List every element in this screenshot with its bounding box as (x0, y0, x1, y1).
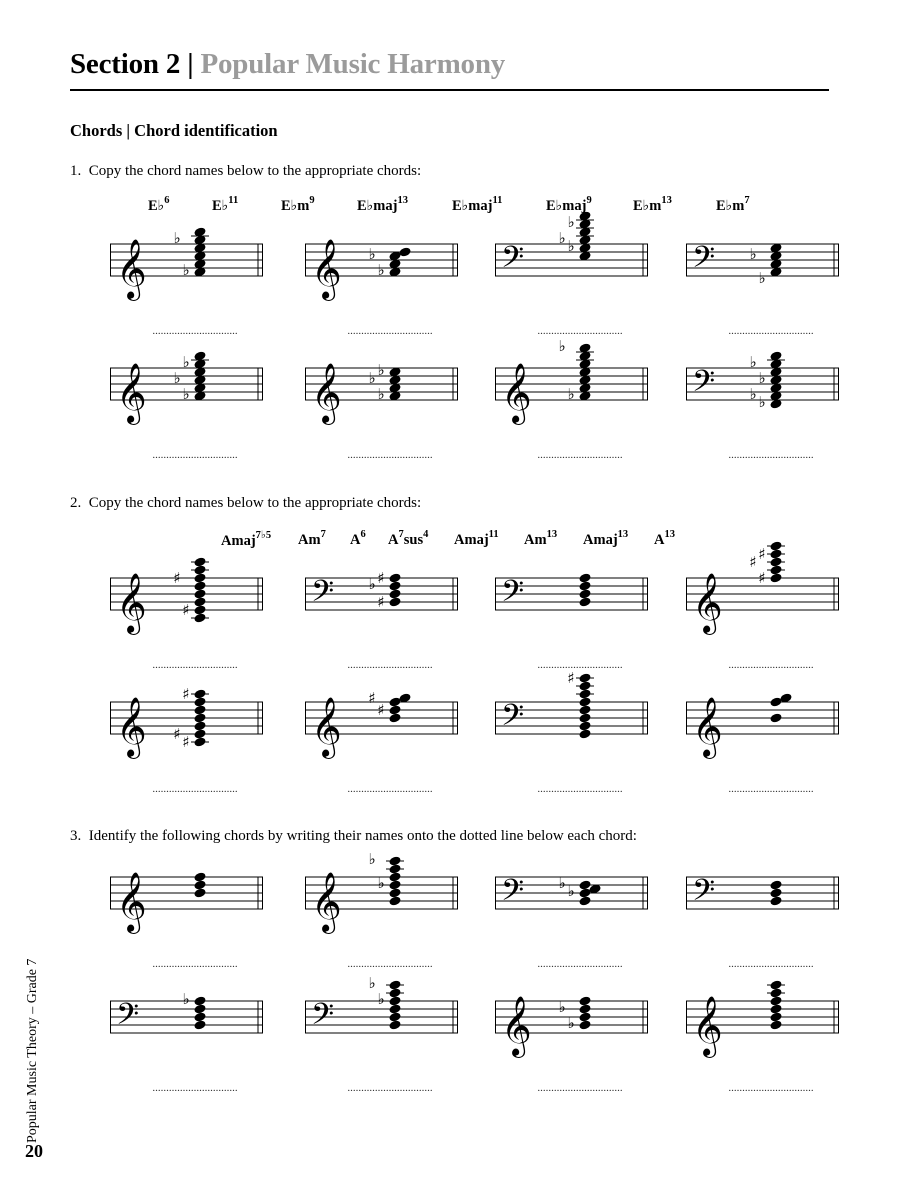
answer-line[interactable]: ............................... (347, 659, 433, 671)
chord-name: E♭$^6$ (148, 195, 170, 214)
chord-name: $A^7sus^4$ (388, 529, 429, 548)
notehead (193, 1003, 206, 1014)
notehead (193, 1011, 206, 1022)
answer-line[interactable]: ............................... (152, 449, 238, 461)
notehead (388, 596, 401, 607)
notehead (578, 580, 591, 591)
treble-clef-icon: 𝄞 (116, 239, 147, 299)
notehead (388, 895, 401, 906)
chord-staff (305, 361, 458, 461)
notehead (578, 728, 591, 739)
bass-clef-icon: 𝄢 (501, 874, 525, 915)
sharp-icon: ♯ (182, 685, 190, 703)
notehead (769, 895, 782, 906)
flat-icon: ♭ (368, 575, 376, 593)
bass-clef-icon: 𝄢 (311, 998, 335, 1039)
notehead (388, 712, 401, 723)
notehead (193, 572, 206, 583)
notehead (193, 995, 206, 1006)
answer-line[interactable]: ............................... (152, 1082, 238, 1094)
treble-clef-icon: 𝄞 (116, 573, 147, 633)
notehead (388, 887, 401, 898)
notehead (398, 246, 411, 257)
notehead (578, 672, 591, 683)
notehead (193, 556, 206, 567)
chord-staff (495, 337, 648, 461)
treble-clef-icon: 𝄞 (692, 573, 723, 633)
sharp-icon: ♯ (173, 569, 181, 587)
chord-staff (110, 556, 263, 671)
answer-line[interactable]: ............................... (537, 325, 623, 337)
chord-staff (686, 692, 839, 795)
notehead (193, 720, 206, 731)
notehead (388, 995, 401, 1006)
chord-staff (305, 239, 458, 337)
flat-icon: ♭ (377, 261, 385, 279)
chord-staff (686, 979, 839, 1094)
notehead (193, 736, 206, 747)
notehead (193, 1019, 206, 1030)
notehead (193, 728, 206, 739)
notehead (193, 596, 206, 607)
notehead (388, 879, 401, 890)
notehead (578, 712, 591, 723)
flat-icon: ♭ (182, 385, 190, 403)
treble-clef-icon: 𝄞 (311, 363, 342, 423)
answer-line[interactable]: ............................... (728, 325, 814, 337)
notehead (769, 1019, 782, 1030)
flat-icon: ♭ (368, 974, 376, 992)
bass-clef-icon: 𝄢 (692, 365, 716, 406)
notehead (578, 720, 591, 731)
notehead (193, 612, 206, 623)
flat-icon: ♭ (377, 385, 385, 403)
notehead (578, 680, 591, 691)
chord-staff (495, 210, 648, 337)
answer-line[interactable]: ............................... (152, 783, 238, 795)
notehead (388, 979, 401, 990)
notehead (193, 696, 206, 707)
flat-icon: ♭ (377, 990, 385, 1008)
treble-clef-icon: 𝄞 (311, 239, 342, 299)
chord-staff (110, 871, 263, 970)
flat-icon: ♭ (182, 353, 190, 371)
bass-clef-icon: 𝄢 (501, 699, 525, 740)
flat-icon: ♭ (173, 229, 181, 247)
notehead (193, 688, 206, 699)
bass-clef-icon: 𝄢 (692, 874, 716, 915)
chord-staff (686, 241, 839, 337)
chord-staff (110, 685, 263, 795)
sharp-icon: ♯ (567, 669, 575, 687)
answer-line[interactable]: ............................... (537, 958, 623, 970)
answer-line[interactable]: ............................... (347, 1082, 433, 1094)
treble-clef-icon: 𝄞 (501, 363, 532, 423)
chord-name: E♭maj$^{11}$ (452, 195, 503, 214)
notehead (193, 588, 206, 599)
sharp-icon: ♯ (758, 545, 766, 563)
answer-line[interactable]: ............................... (347, 783, 433, 795)
sharp-icon: ♯ (758, 569, 766, 587)
notehead (193, 879, 206, 890)
answer-line[interactable]: ............................... (537, 1082, 623, 1094)
notehead (769, 879, 782, 890)
answer-line[interactable]: ............................... (152, 325, 238, 337)
flat-icon: ♭ (749, 245, 757, 263)
answer-line[interactable]: ............................... (347, 958, 433, 970)
sharp-icon: ♯ (377, 593, 385, 611)
chord-staff (305, 974, 458, 1094)
chord-staff (686, 350, 839, 461)
chord-name: Am$^7$ (298, 529, 326, 548)
chord-name: Amaj$^{13}$ (583, 529, 629, 548)
flat-icon: ♭ (377, 361, 385, 379)
flat-icon: ♭ (182, 990, 190, 1008)
answer-line[interactable]: ............................... (728, 783, 814, 795)
flat-icon: ♭ (567, 213, 575, 231)
sharp-icon: ♯ (377, 569, 385, 587)
notehead (388, 588, 401, 599)
sharp-icon: ♯ (377, 701, 385, 719)
bass-clef-icon: 𝄢 (116, 998, 140, 1039)
book-title: Popular Music Theory – Grade 7 (25, 958, 40, 1143)
answer-line[interactable]: ............................... (537, 449, 623, 461)
chord-name: $A^6$ (350, 529, 366, 548)
answer-line[interactable]: ............................... (537, 783, 623, 795)
notehead (388, 863, 401, 874)
notehead (388, 1019, 401, 1030)
chord-name: E♭maj$^9$ (546, 195, 592, 214)
notehead (388, 1003, 401, 1014)
notehead (193, 604, 206, 615)
notehead (388, 580, 401, 591)
notehead (193, 704, 206, 715)
notehead (388, 572, 401, 583)
flat-icon: ♭ (368, 245, 376, 263)
chord-staff (495, 669, 648, 795)
notehead (769, 1011, 782, 1022)
flat-icon: ♭ (749, 385, 757, 403)
question-1-instruction: 1. Copy the chord names below to the appropriate chords: (70, 163, 422, 179)
answer-line[interactable]: ............................... (728, 958, 814, 970)
flat-icon: ♭ (182, 261, 190, 279)
notehead (769, 987, 782, 998)
question-2-instruction: 2. Copy the chord names below to the appropriate chords: (70, 495, 422, 511)
bass-clef-icon: 𝄢 (311, 575, 335, 616)
chord-staff (495, 874, 648, 970)
treble-clef-icon: 𝄞 (692, 697, 723, 757)
flat-icon: ♭ (567, 882, 575, 900)
notehead (193, 564, 206, 575)
notehead (388, 987, 401, 998)
flat-icon: ♭ (368, 369, 376, 387)
notehead (578, 588, 591, 599)
notehead (578, 887, 591, 898)
notehead (578, 1003, 591, 1014)
treble-clef-icon: 𝄞 (501, 996, 532, 1056)
notehead (193, 580, 206, 591)
bass-clef-icon: 𝄢 (501, 575, 525, 616)
subheading: Chords | Chord identification (70, 121, 278, 140)
sharp-icon: ♯ (182, 601, 190, 619)
sharp-icon: ♯ (173, 725, 181, 743)
page-number: 20 (25, 1141, 43, 1161)
chord-staff (305, 569, 458, 671)
treble-clef-icon: 𝄞 (311, 697, 342, 757)
chord-name: $E♭m^7$ (716, 195, 750, 214)
notehead (578, 572, 591, 583)
chord-staff (110, 990, 263, 1094)
chord-name: E♭$^{11}$ (212, 195, 239, 214)
notehead (769, 712, 782, 723)
treble-clef-icon: 𝄞 (116, 363, 147, 423)
question-3-instruction: 3. Identify the following chords by writing their names onto the dotted line below each chord: (70, 828, 637, 844)
flat-icon: ♭ (368, 850, 376, 868)
flat-icon: ♭ (567, 385, 575, 403)
notehead (769, 548, 782, 559)
notehead (769, 696, 782, 707)
section-title: Popular Music Harmony (200, 48, 506, 80)
notehead (388, 696, 401, 707)
notehead (769, 1003, 782, 1014)
flat-icon: ♭ (758, 369, 766, 387)
notehead (578, 1019, 591, 1030)
chord-name: Amaj$^{11}$ (454, 529, 499, 548)
bass-clef-icon: 𝄢 (692, 241, 716, 282)
notehead (578, 696, 591, 707)
flat-icon: ♭ (758, 269, 766, 287)
flat-icon: ♭ (377, 874, 385, 892)
sharp-icon: ♯ (182, 733, 190, 751)
answer-line[interactable]: ............................... (347, 325, 433, 337)
notehead (578, 688, 591, 699)
chord-staff (686, 540, 839, 671)
notehead (388, 855, 401, 866)
answer-line[interactable]: ............................... (152, 659, 238, 671)
chord-staff (305, 689, 458, 795)
chord-name: Amaj$^{7♭5}$ (221, 530, 272, 549)
flat-icon: ♭ (749, 353, 757, 371)
notehead (578, 596, 591, 607)
chord-name: E♭maj$^{13}$ (357, 195, 408, 214)
chord-name: Am$^{13}$ (524, 529, 558, 548)
notehead (769, 540, 782, 551)
sharp-icon: ♯ (749, 553, 757, 571)
notehead (578, 1011, 591, 1022)
answer-line[interactable]: ............................... (537, 659, 623, 671)
notehead (388, 704, 401, 715)
notehead (769, 572, 782, 583)
answer-line[interactable]: ............................... (728, 1082, 814, 1094)
notehead (769, 564, 782, 575)
chord-staff (495, 995, 648, 1094)
flat-icon: ♭ (558, 998, 566, 1016)
sharp-icon: ♯ (368, 689, 376, 707)
notehead (769, 995, 782, 1006)
answer-line[interactable]: ............................... (152, 958, 238, 970)
chord-staff (110, 350, 263, 461)
section-label: Section 2 (70, 48, 181, 80)
notehead (578, 704, 591, 715)
chord-staff (110, 226, 263, 337)
treble-clef-icon: 𝄞 (116, 872, 147, 932)
treble-clef-icon: 𝄞 (311, 872, 342, 932)
notehead (578, 879, 591, 890)
bass-clef-icon: 𝄢 (501, 241, 525, 282)
treble-clef-icon: 𝄞 (116, 697, 147, 757)
flat-icon: ♭ (558, 229, 566, 247)
notehead (193, 871, 206, 882)
flat-icon: ♭ (567, 237, 575, 255)
notehead (193, 712, 206, 723)
chord-name: $E♭m^{13}$ (633, 195, 672, 214)
answer-line[interactable]: ............................... (728, 659, 814, 671)
treble-clef-icon: 𝄞 (692, 996, 723, 1056)
chord-staff (305, 850, 458, 970)
notehead (769, 887, 782, 898)
chord-name: $A^{13}$ (654, 529, 675, 548)
flat-icon: ♭ (567, 1014, 575, 1032)
flat-icon: ♭ (173, 369, 181, 387)
notehead (388, 871, 401, 882)
chord-staff (495, 572, 648, 671)
chord-name: $E♭m^9$ (281, 195, 315, 214)
chord-staff (686, 874, 839, 970)
notehead (769, 979, 782, 990)
flat-icon: ♭ (558, 337, 566, 355)
answer-line[interactable]: ............................... (728, 449, 814, 461)
notehead (578, 995, 591, 1006)
header-separator: | (187, 48, 194, 80)
notehead (388, 1011, 401, 1022)
notehead (193, 887, 206, 898)
flat-icon: ♭ (758, 393, 766, 411)
answer-line[interactable]: ............................... (347, 449, 433, 461)
notehead (578, 895, 591, 906)
flat-icon: ♭ (558, 874, 566, 892)
notehead (769, 556, 782, 567)
